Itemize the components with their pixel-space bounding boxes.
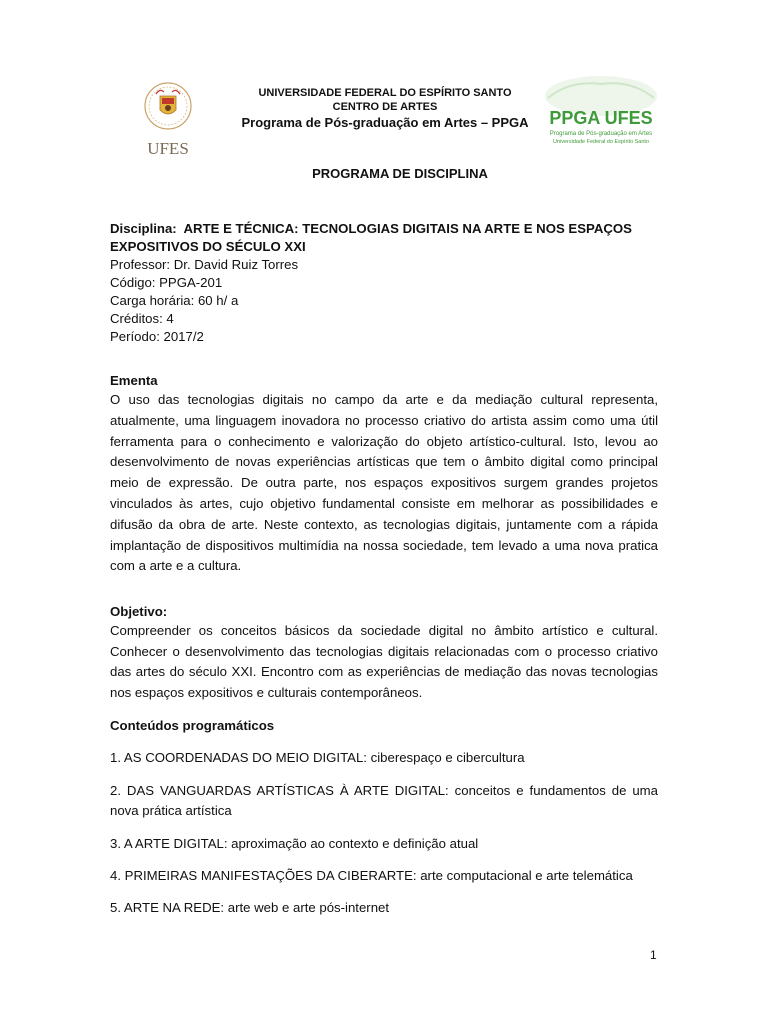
svg-text:UFES: UFES <box>147 139 189 158</box>
list-item: 5. ARTE NA REDE: arte web e arte pós-internet <box>110 900 390 916</box>
ementa-section <box>110 372 658 577</box>
discipline-line-1 <box>110 220 658 238</box>
workload-line: Carga horária: 60 h/ a <box>110 293 239 308</box>
svg-text:Universidade Federal do Espíri: Universidade Federal do Espírito Santo <box>553 139 649 145</box>
svg-text:Programa de Pós-graduação em A: Programa de Pós-graduação em Artes <box>549 131 653 137</box>
credits-line: Créditos: 4 <box>110 311 174 326</box>
ementa-text: O uso das tecnologias digitais no campo da arte e da mediação cultural representa, atualmente, uma linguagem inovadora no processo criativo do artista assim como uma útil ferramenta para o conhecimento e valorização do objeto artístico-cultural. Isto, levou ao desenvolvimento de novas experiências artísticas que tem o âmbito digital como principal meio de expressão. De outra parte, nos espaços expositivos surgem grandes projetos vinculados às artes, cujo objetivo fundamental consiste em melhorar as possibilidades e difusão da obra de arte. Neste contexto, as tecnologias digitais, juntamente com a rápida implantação de dispositivos multimídia na nossa sociedade, tem levado a uma nova pratica com a arte e a cultura. <box>110 392 658 574</box>
code-line: Código: PPGA-201 <box>110 275 223 290</box>
ementa-heading: Ementa <box>110 373 158 388</box>
program-name: Programa de Pós-graduação em Artes – PPGA <box>241 115 529 130</box>
discipline-info <box>110 220 658 346</box>
conteudos-section <box>110 717 658 917</box>
list-item: 1. AS COORDENADAS DO MEIO DIGITAL: ciberespaço e cibercultura <box>110 750 525 766</box>
discipline-label: Disciplina: <box>110 221 177 236</box>
period-line: Período: 2017/2 <box>110 329 204 344</box>
discipline-title-part2: EXPOSITIVOS DO SÉCULO XXI <box>110 239 306 254</box>
center-name: CENTRO DE ARTES <box>332 101 438 113</box>
objetivo-heading: Objetivo: <box>110 604 168 620</box>
document-body <box>110 220 658 917</box>
list-item: 2. DAS VANGUARDAS ARTÍSTICAS À ARTE DIGITAL: conceitos e fundamentos de uma nova prática artística <box>110 783 658 819</box>
svg-text:PPGA UFES: PPGA UFES <box>549 108 653 128</box>
document-title: PROGRAMA DE DISCIPLINA <box>312 166 488 181</box>
list-item: 4. PRIMEIRAS MANIFESTAÇÕES DA CIBERARTE: arte computacional e arte telemática <box>110 868 633 884</box>
discipline-title-part1: ARTE E TÉCNICA: TECNOLOGIAS DIGITAIS NA ARTE E NOS ESPAÇOS <box>183 221 632 236</box>
conteudos-heading: Conteúdos programáticos <box>110 718 275 734</box>
header-text <box>215 86 555 132</box>
objetivo-text: Compreender os conceitos básicos da sociedade digital no âmbito artístico e cultural. Conhecer o desenvolvimento das tecnologias digitais relacionadas com o processo criativo das artes do século XXI. Encontro com as experiências de mediação das novas tecnologias nos espaços expositivos e culturais contemporâneos. <box>110 623 658 700</box>
ufes-logo <box>126 76 210 160</box>
list-item: 3. A ARTE DIGITAL: aproximação ao contexto e definição atual <box>110 836 479 852</box>
ppga-ufes-logo <box>540 74 662 152</box>
objetivo-section <box>110 603 658 703</box>
page-number: 1 <box>650 948 657 962</box>
professor-line: Professor: Dr. David Ruiz Torres <box>110 257 299 272</box>
document-header <box>0 70 768 165</box>
university-name: UNIVERSIDADE FEDERAL DO ESPÍRITO SANTO <box>258 87 512 99</box>
